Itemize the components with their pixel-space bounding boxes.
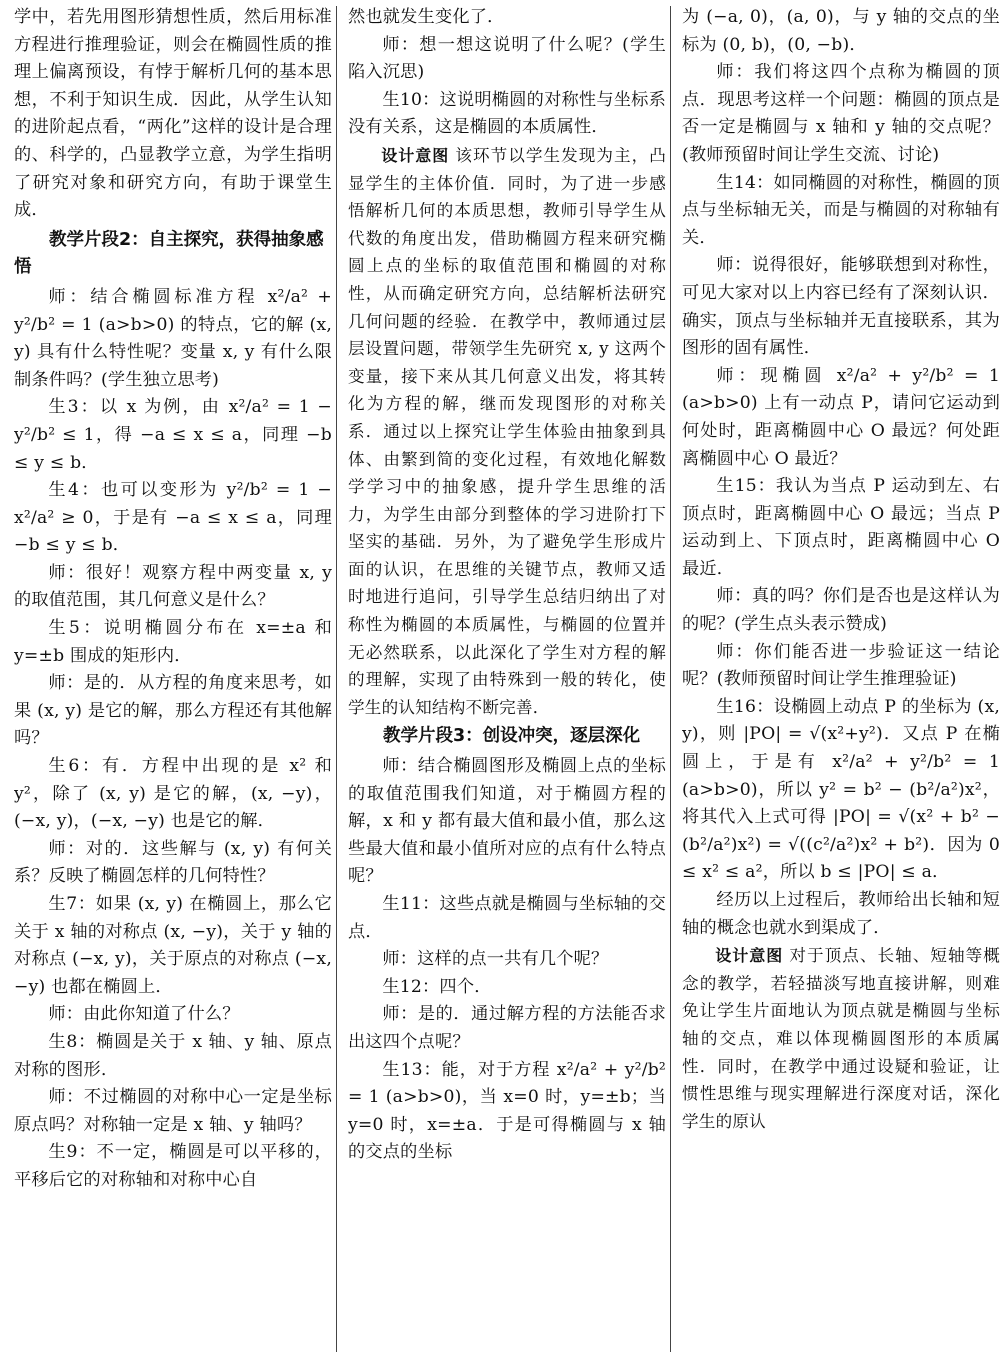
paragraph: 学中，若先用图形猜想性质，然后用标准方程进行推理验证，则会在椭圆性质的推理上偏离预设，有悖于解析几何的基本思想，不利于知识生成．因此，从学生认知的进阶起点看，“两化”这样的设计是合理的、科学的，凸显教学立意，为学生指明了研究对象和研究方向，有助于课堂生成． xyxy=(14,7,332,221)
paragraph: 师：说得很好，能够联想到对称性，可见大家对以上内容已经有了深刻认识．确实，顶点与坐标轴并无直接联系，其为图形的固有属性． xyxy=(682,255,1000,359)
column-2 xyxy=(348,4,666,1354)
column-divider xyxy=(336,6,337,1352)
paragraph: 生13：能，对于方程 x²/a² + y²/b² = 1 (a>b>0)，当 x=0 时，y=±b；当 y=0 时，x=±a．于是可得椭圆与 x 轴的交点的坐标 xyxy=(348,1059,666,1163)
design-intent-text: 对于顶点、长轴、短轴等概念的教学，若轻描淡写地直接讲解，则难免让学生片面地认为顶点就是椭圆与坐标轴的交点，难以体现椭圆图形的本质属性．同时，在教学中通过设疑和验证，让惯性思维与现实理解进行深度对话，深化学生的原认 xyxy=(682,946,1000,1131)
column-1 xyxy=(14,4,332,1354)
column-3 xyxy=(682,4,1000,1354)
paragraph: 生9：不一定，椭圆是可以平移的，平移后它的对称轴和对称中心自 xyxy=(14,1142,332,1190)
section-heading: 教学片段3：创设冲突，逐层深化 xyxy=(383,726,641,747)
paragraph: 然也就发生变化了． xyxy=(348,7,505,27)
design-intent-paragraph xyxy=(348,142,666,721)
paragraph: 生15：我认为当点 P 运动到左、右顶点时，距离椭圆中心 O 最远；当点 P 运动到上、下顶点时，距离椭圆中心 O 最近． xyxy=(682,476,1000,579)
paragraph: 生6：有．方程中出现的是 x² 和 y²，除了 (x, y) 是它的解，(x, −y)，(−x, y)，(−x, −y) 也是它的解． xyxy=(14,756,332,832)
paragraph: 师：是的．从方程的角度来思考，如果 (x, y) 是它的解，那么方程还有其他解吗？ xyxy=(14,673,332,749)
paragraph: 经历以上过程后，教师给出长轴和短轴的概念也就水到渠成了． xyxy=(682,890,1000,938)
paragraph: 生4：也可以变形为 y²/b² = 1 − x²/a² ≥ 0，于是有 −a ≤ x ≤ a，同理 −b ≤ y ≤ b． xyxy=(14,480,332,556)
paragraph: 师：想一想这说明了什么呢？(学生陷入沉思) xyxy=(348,34,666,83)
paragraph: 生8：椭圆是关于 x 轴、y 轴、原点对称的图形． xyxy=(14,1031,332,1080)
paragraph: 师：真的吗？你们是否也是这样认为的呢？(学生点头表示赞成) xyxy=(682,586,1000,635)
paragraph: 师：不过椭圆的对称中心一定是坐标原点吗？对称轴一定是 x 轴、y 轴吗？ xyxy=(14,1087,332,1135)
paragraph: 生14：如同椭圆的对称性，椭圆的顶点与坐标轴无关，而是与椭圆的对称轴有关． xyxy=(682,172,1000,248)
design-intent-paragraph xyxy=(682,942,1000,1135)
paragraph: 生7：如果 (x, y) 在椭圆上，那么它关于 x 轴的对称点 (x, −y)，关于 y 轴的对称点 (−x, y)，关于原点的对称点 (−x, −y) 也都在椭圆上． xyxy=(14,894,332,997)
column-divider xyxy=(670,6,671,1352)
paragraph: 师：很好！观察方程中两变量 x, y 的取值范围，其几何意义是什么？ xyxy=(14,562,332,611)
paragraph: 师：这样的点一共有几个呢？ xyxy=(382,949,609,970)
paragraph: 师：现椭圆 x²/a² + y²/b² = 1 (a>b>0) 上有一动点 P，请问它运动到何处时，距离椭圆中心 O 最远？何处距离椭圆中心 O 最近？ xyxy=(682,365,1000,469)
paragraph: 生3：以 x 为例，由 x²/a² = 1 − y²/b² ≤ 1，得 −a ≤ x ≤ a，同理 −b ≤ y ≤ b． xyxy=(14,397,332,473)
paragraph: 生16：设椭圆上动点 P 的坐标为 (x, y)，则 |PO| = √(x²+y²)．又点 P 在椭圆上，于是有 x²/a² + y²/b² = 1 (a>b>0)，所以 y² = b² − (b²/a²)x²，将其代入上式可得 |PO| = √(x² + b² − (b²/a²)x²) = √((c²/a²)x² + b²)．因为 0 ≤ x² ≤ a²，所以 b ≤ |PO| ≤ a． xyxy=(682,696,1000,883)
paragraph: 为 (−a, 0)，(a, 0)，与 y 轴的交点的坐标为 (0, b)，(0, −b)． xyxy=(682,7,1000,55)
paragraph: 师：是的．通过解方程的方法能否求出这四个点呢？ xyxy=(348,1004,666,1052)
paragraph: 生10：这说明椭圆的对称性与坐标系没有关系，这是椭圆的本质属性． xyxy=(348,89,666,138)
paragraph: 师：我们将这四个点称为椭圆的顶点．现思考这样一个问题：椭圆的顶点是否一定是椭圆与 x 轴和 y 轴的交点呢？(教师预留时间让学生交流、讨论) xyxy=(682,62,1000,165)
paragraph: 师：你们能否进一步验证这一结论呢？(教师预留时间让学生推理验证) xyxy=(682,641,1000,690)
paragraph: 生12：四个． xyxy=(382,976,492,997)
design-intent-label: 设计意图 xyxy=(715,946,784,966)
paragraph: 师：对的．这些解与 (x, y) 有何关系？反映了椭圆怎样的几何特性？ xyxy=(14,838,332,887)
paragraph: 生11：这些点就是椭圆与坐标轴的交点． xyxy=(348,894,666,942)
paragraph: 师：结合椭圆图形及椭圆上点的坐标的取值范围我们知道，对于椭圆方程的解，x 和 y 都有最大值和最小值，那么这些最大值和最小值所对应的点有什么特点呢？ xyxy=(348,756,666,887)
paragraph: 师：结合椭圆标准方程 x²/a² + y²/b² = 1 (a>b>0) 的特点，它的解 (x, y) 具有什么特性呢？变量 x, y 有什么限制条件吗？(学生独立思考) xyxy=(14,286,332,390)
design-intent-label: 设计意图 xyxy=(381,145,450,165)
design-intent-text: 该环节以学生发现为主，凸显学生的主体价值．同时，为了进一步感悟解析几何的本质思想，教师引导学生从代数的角度出发，借助椭圆方程来研究椭圆上点的坐标的取值范围和椭圆的对称性，从而确定研究方向，总结解析法研究几何问题的经验．在教学中，教师通过层层设置问题，带领学生先研究 x, y 这两个变量，接下来从其几何意义出发，将其转化为方程的解，继而发现图形的对称关系．通过以上探究让学生体验由抽象到具体、由繁到简的变化过程，有效地化解数学学习中的抽象感，提升学生思维的活力，为学生由部分到整体的学习进阶打下坚实的基础．另外，为了避免学生形成片面的认识，在思维的关键节点，教师又适时地进行追问，引导学生总结归纳出了对称性为椭圆的本质属性，与椭圆的位置并无必然联系，以此深化了学生对方程的解的理解，实现了由特殊到一般的转化，使学生的认知结构不断完善． xyxy=(348,145,666,717)
paragraph: 生5：说明椭圆分布在 x=±a 和 y=±b 围成的矩形内． xyxy=(14,618,332,666)
paragraph: 师：由此你知道了什么？ xyxy=(48,1004,240,1025)
section-heading: 教学片段2：自主探究，获得抽象感悟 xyxy=(14,229,324,278)
